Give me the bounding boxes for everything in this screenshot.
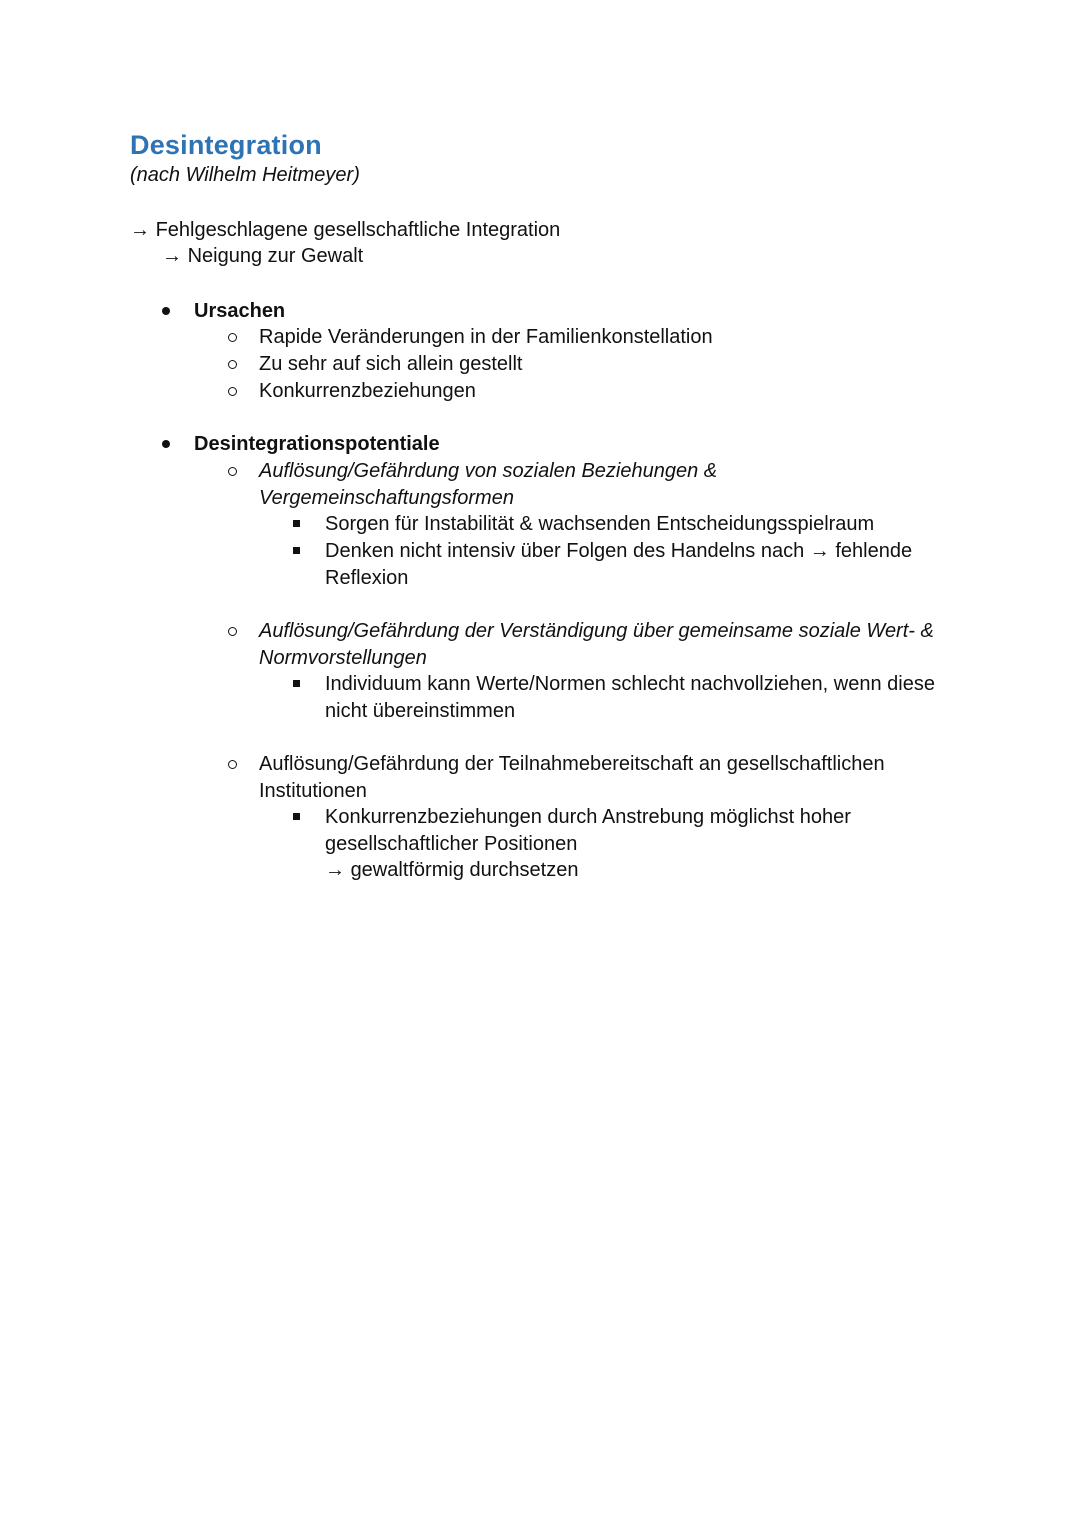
group-2-title-line-1: Auflösung/Gefährdung der Verständigung über gemeinsame soziale Wert- & — [259, 620, 934, 642]
bullet-circle-icon — [228, 627, 237, 636]
group-1-title-line-1: Auflösung/Gefährdung von sozialen Beziehungen & — [259, 460, 718, 482]
group-1-point-2-text: Denken nicht intensiv über Folgen des Handelns nach — [325, 540, 805, 562]
arrow-right-icon: → — [162, 245, 182, 267]
bullet-circle-icon — [228, 387, 237, 396]
group-1-point-2-line-2: Reflexion — [325, 567, 409, 589]
bullet-circle-icon — [228, 360, 237, 369]
group-3-point-1-result: gewaltförmig durchsetzen — [350, 859, 579, 881]
ursachen-item-3: Konkurrenzbeziehungen — [259, 380, 476, 402]
bullet-circle-icon — [228, 467, 237, 476]
bullet-square-icon — [293, 520, 300, 527]
bullet-square-icon — [293, 813, 300, 820]
intro-text-2: Neigung zur Gewalt — [187, 245, 364, 267]
intro-text-1: Fehlgeschlagene gesellschaftliche Integration — [155, 219, 561, 241]
group-3-point-1-line-1: Konkurrenzbeziehungen durch Anstrebung möglichst hoher — [325, 806, 851, 828]
bullet-circle-icon — [228, 760, 237, 769]
potentiale-heading: Desintegrationspotentiale — [194, 433, 440, 455]
group-1-point-2-suffix: fehlende — [835, 540, 913, 562]
group-1-point-1: Sorgen für Instabilität & wachsenden Entscheidungsspielraum — [325, 513, 875, 535]
group-2-point-1-line-2: nicht übereinstimmen — [325, 700, 516, 722]
bullet-circle-icon — [228, 333, 237, 342]
ursachen-item-1: Rapide Veränderungen in der Familienkonstellation — [259, 326, 713, 348]
group-1-point-2-line-1 — [325, 538, 912, 565]
intro-line-2 — [162, 243, 363, 270]
bullet-square-icon — [293, 547, 300, 554]
page-title: Desintegration — [130, 130, 322, 160]
arrow-right-icon: → — [130, 219, 150, 241]
group-3-title-line-1: Auflösung/Gefährdung der Teilnahmebereitschaft an gesellschaftlichen — [259, 753, 885, 775]
bullet-dot-icon — [162, 307, 170, 315]
group-3-title-line-2: Institutionen — [259, 780, 367, 802]
group-3-point-1-line-3 — [325, 857, 578, 884]
group-3-point-1-line-2: gesellschaftlicher Positionen — [325, 833, 578, 855]
arrow-right-icon: → — [325, 859, 345, 881]
arrow-right-icon: → — [809, 540, 830, 562]
ursachen-heading: Ursachen — [194, 300, 286, 322]
group-1-title-line-2: Vergemeinschaftungsformen — [259, 487, 514, 509]
bullet-square-icon — [293, 680, 300, 687]
group-2-title-line-2: Normvorstellungen — [259, 647, 427, 669]
ursachen-item-2: Zu sehr auf sich allein gestellt — [259, 353, 523, 375]
page-subtitle: (nach Wilhelm Heitmeyer) — [130, 164, 360, 186]
bullet-dot-icon — [162, 440, 170, 448]
group-2-point-1-line-1: Individuum kann Werte/Normen schlecht nachvollziehen, wenn diese — [325, 673, 935, 695]
intro-line-1 — [130, 217, 560, 244]
